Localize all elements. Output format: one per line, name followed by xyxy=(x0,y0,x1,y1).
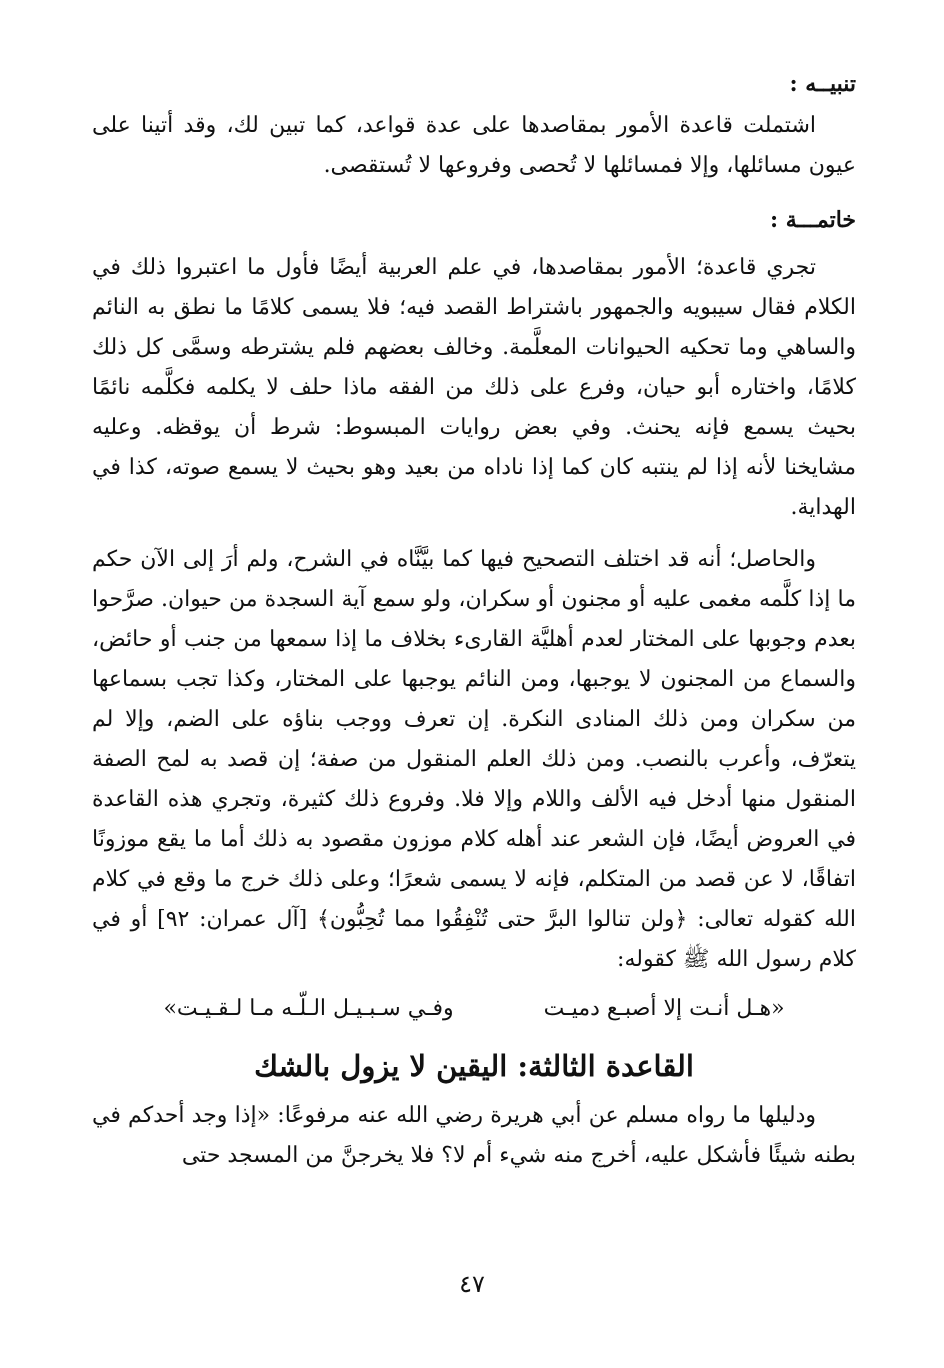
poem-hemistich-left: وفـي سـبـيـل الـلّـه مـا لـقـيـت» xyxy=(163,996,454,1021)
conclusion-paragraph-1: تجري قاعدة؛ الأمور بمقاصدها، في علم العربية أيضًا فأول ما اعتبروا ذلك في الكلام فقال سيبويه والجمهور باشتراط القصد فيه؛ فلا يسمى كلامًا ما نطق به النائم والساهي وما تحكيه الحيوانات المعلَّمة. وخالف بعضهم فلم يشترطه وسمَّى كل ذلك كلامًا، واختاره أبو حيان، وفرع على ذلك من الفقه ماذا حلف لا يكلمه فكلَّمه نائمًا بحيث يسمع فإنه يحنث. وفي بعض روايات المبسوط: شرط أن يوقظه. وعليه مشايخنا لأنه إذا لم ينتبه كان كما إذا ناداه من بعيد وهو بحيث لا يسمع صوته، كذا في الهداية. xyxy=(92,255,856,520)
poem-verse xyxy=(92,986,856,1032)
note-heading: تنبيــه : xyxy=(789,71,856,97)
conclusion-paragraph-2: والحاصل؛ أنه قد اختلف التصحيح فيها كما بيَّنَّاه في الشرح، ولم أرَ إلى الآن حكم ما إذا كلَّمه مغمى عليه أو مجنون أو سكران، ولو سمع آية السجدة من حيوان. صرَّحوا بعدم وجوبها على المختار لعدم أهليَّة القارىء بخلاف ما إذا سمعها من جنب أو حائض، والسماع من المجنون لا يوجبها، ومن النائم يوجبها على المختار، وكذا تجب بسماعها من سكران ومن ذلك المنادى النكرة. إن تعرف ووجب بناؤه على الضم، وإلا لم يتعرّف، وأعرب بالنصب. ومن ذلك العلم المنقول من صفة؛ إن قصد به لمح الصفة المنقول منها أدخل فيه الألف واللام وإلا فلا. وفروع ذلك كثيرة، وتجري هذه القاعدة في العروض أيضًا، فإن الشعر عند أهله كلام موزون مقصود به ذلك أما ما يقع موزونًا اتفاقًا، لا عن قصد من المتكلم، فإنه لا يسمى شعرًا؛ وعلى ذلك خرج ما وقع في كلام الله كقوله تعالى: ﴿ولن تنالوا البرَّ حتى تُنْفِقُوا مما تُحِبُّون﴾ [آل عمران: ٩٢] أو في كلام رسول الله ﷺ كقوله: xyxy=(92,547,856,972)
rule-three-title: القاعدة الثالثة: اليقين لا يزول بالشك xyxy=(254,1049,694,1083)
poem-hemistich-right: «هـل أنـت إلا أصبـع دميـت xyxy=(543,996,785,1021)
note-paragraph: اشتملت قاعدة الأمور بمقاصدها على عدة قواعد، كما تبين لك، وقد أتينا على عيون مسائلها، وإلا فمسائلها لا تُحصى وفروعها لا تُستقصى. xyxy=(92,113,856,178)
book-page xyxy=(92,62,856,1176)
spacer xyxy=(92,528,856,540)
page-number: ٤٧ xyxy=(459,1270,485,1298)
conclusion-heading: خاتمـــة : xyxy=(769,207,856,233)
spacer xyxy=(92,186,856,198)
rule-three-paragraph: ودليلها ما رواه مسلم عن أبي هريرة رضي الله عنه مرفوعًا: «إذا وجد أحدكم في بطنه شيئًا فأشكل عليه، أخرج منه شيء أم لا؟ فلا يخرجنَّ من المسجد حتى xyxy=(92,1103,856,1168)
